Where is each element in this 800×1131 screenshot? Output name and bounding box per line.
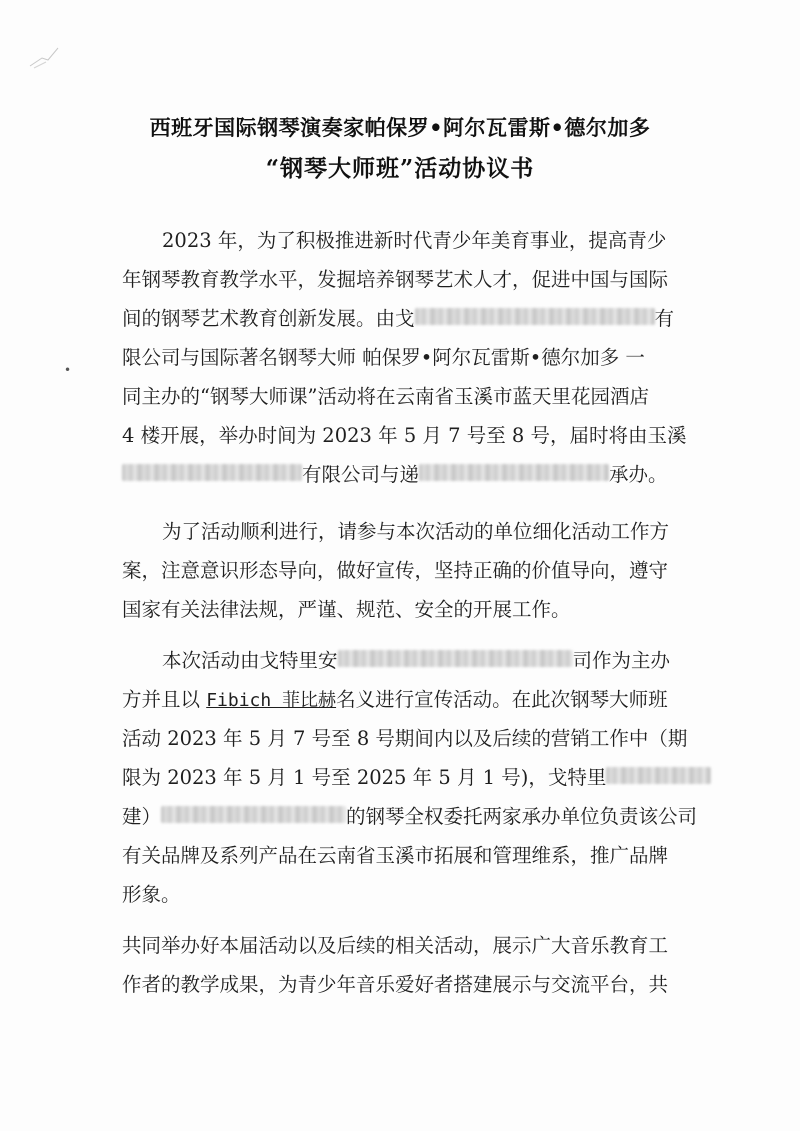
paragraph-1-line-5: 同主办的“钢琴大师课”活动将在云南省玉溪市蓝天里花园酒店 [122, 385, 649, 408]
paragraph-1-line-4: 限公司与国际著名钢琴大师 帕保罗•阿尔瓦雷斯•德尔加多 一 [122, 346, 645, 369]
paragraph-3-line-6: 有关品牌及系列产品在云南省玉溪市拓展和管理维系，推广品牌 [122, 844, 669, 867]
p3-l5-text-b: 的钢琴全权委托两家承办单位负责该公司 [346, 805, 698, 828]
paragraph-4-line-2: 作者的教学成果，为青少年音乐爱好者搭建展示与交流平台，共 [122, 973, 669, 996]
margin-mark: • [64, 363, 72, 377]
paragraph-2-line-2: 案，注意意识形态导向，做好宣传，坚持正确的价值导向，遵守 [122, 559, 669, 582]
redacted-company-name [161, 806, 346, 823]
redacted-company-name [419, 464, 609, 481]
paragraph-3-line-7: 形象。 [122, 883, 181, 906]
paragraph-3-line-3: 活动 2023 年 5 月 7 号至 8 号期间内以及后续的营销工作中（期 [122, 727, 688, 750]
paragraph-3-line-2 [122, 687, 682, 714]
p3-l2-text-a: 方并且以 [122, 688, 207, 711]
paragraph-4-line-1: 共同举办好本届活动以及后续的相关活动，展示广大音乐教育工 [122, 934, 669, 957]
document-title-line2: “钢琴大师班”活动协议书 [265, 155, 535, 182]
paragraph-1-line-1: 2023 年，为了积极推进新时代青少年美育事业，提高青少 [162, 229, 667, 252]
p3-l1-text-b: 司作为主办 [572, 649, 671, 672]
document-title-line1: 西班牙国际钢琴演奏家帕保罗•阿尔瓦雷斯•德尔加多 [149, 115, 651, 140]
paragraph-1-line-6: 4 楼开展，举办时间为 2023 年 5 月 7 号至 8 号，届时将由玉溪 [122, 424, 687, 447]
redacted-company-name [415, 308, 655, 325]
p1-l7-text-a: 有限公司与递 [302, 463, 420, 486]
redacted-company-name [122, 464, 302, 481]
p3-l5-text-a: 建） [122, 805, 162, 828]
redacted-company-name [338, 650, 573, 667]
redacted-company-name [606, 767, 711, 784]
brand-name-fibich: Fibich 菲比赫 [206, 690, 337, 711]
paragraph-3-line-4 [122, 765, 682, 791]
paragraph-3-line-5 [122, 804, 698, 830]
paragraph-1-line-3 [122, 306, 682, 332]
paragraph-2-line-3: 国家有关法律法规，严谨、规范、安全的开展工作。 [122, 598, 571, 621]
p3-l1-text-a: 本次活动由戈特里安 [162, 649, 338, 672]
p3-l4-text-a: 限为 2023 年 5 月 1 号至 2025 年 5 月 1 号)，戈特里 [122, 766, 607, 789]
paragraph-1-line-2: 年钢琴教育教学水平，发掘培养钢琴艺术人才，促进中国与国际 [122, 268, 669, 291]
paper-scuff-mark [28, 40, 68, 70]
p1-l7-text-b: 承办。 [609, 463, 668, 486]
paragraph-1-line-7 [122, 462, 682, 488]
p3-l2-text-b: 名义进行宣传活动。在此次钢琴大师班 [336, 688, 668, 711]
p1-l3-text-b: 有 [654, 307, 675, 330]
paragraph-2-line-1: 为了活动顺利进行，请参与本次活动的单位细化活动工作方 [162, 520, 670, 543]
p1-l3-text-a: 间的钢琴艺术教育创新发展。由戈 [122, 307, 415, 330]
paragraph-3-line-1 [162, 648, 722, 674]
